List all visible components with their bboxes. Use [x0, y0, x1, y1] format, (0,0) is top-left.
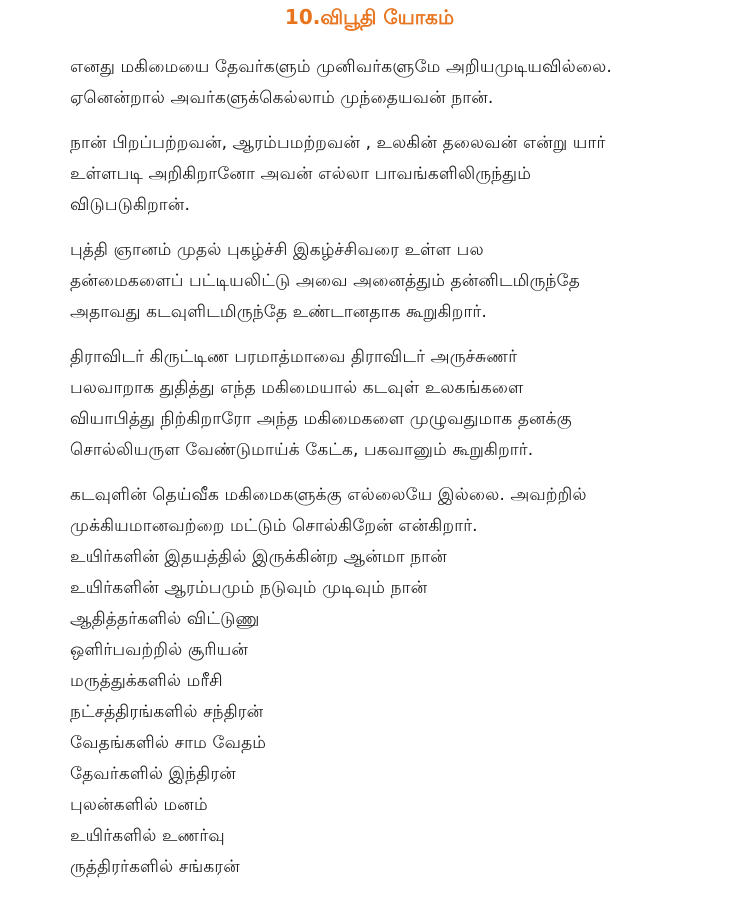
text-line: ஏனென்றால் அவர்களுக்கெல்லாம் முந்தையவன் நான். [70, 88, 494, 108]
text-line: உள்ளபடி அறிகிறானோ அவன் எல்லா பாவங்களிலிருந்தும் [70, 164, 532, 184]
page-title: 10.விபூதி யோகம் [284, 5, 455, 29]
text-line: தன்மைகளைப் பட்டியலிட்டு அவை அனைத்தும் தன்னிடமிருந்தே [70, 271, 580, 291]
text-line: கடவுளின் தெய்வீக மகிமைகளுக்கு எல்லையே இல்லை. அவற்றில் [70, 485, 587, 505]
paragraph-2 [70, 128, 700, 221]
text-line: புத்தி ஞானம் முதல் புகழ்ச்சி இகழ்ச்சிவரை உள்ள பல [70, 240, 484, 260]
paragraph-4 [70, 342, 700, 466]
list-item: உயிர்களில் உணர்வு [70, 826, 225, 846]
list-item: உயிர்களின் இதயத்தில் இருக்கின்ற ஆன்மா நான் [70, 547, 447, 567]
text-line: விடுபடுகிறான். [70, 195, 190, 215]
document-body [70, 52, 700, 897]
text-line: பலவாறாக துதித்து எந்த மகிமையால் கடவுள் உலகங்களை [70, 378, 524, 398]
list-item: உயிர்களின் ஆரம்பமும் நடுவும் முடிவும் நான் [70, 578, 428, 598]
text-line: சொல்லியருள வேண்டுமாய்க் கேட்க, பகவானும் கூறுகிறார். [70, 440, 534, 460]
list-item: நட்சத்திரங்களில் சந்திரன் [70, 702, 264, 722]
list-item: புலன்களில் மனம் [70, 795, 208, 815]
text-line: வியாபித்து நிற்கிறாரோ அந்த மகிமைகளை முழுவதுமாக தனக்கு [70, 409, 572, 429]
list-item: மருத்துக்களில் மரீசி [70, 671, 223, 691]
list-item: ஆதித்தர்களில் விட்டுணு [70, 609, 260, 629]
list-item: வேதங்களில் சாம வேதம் [70, 733, 267, 753]
paragraph-5 [70, 480, 700, 883]
list-item: தேவர்களில் இந்திரன் [70, 764, 236, 784]
text-line: எனது மகிமையை தேவர்களும் முனிவர்களுமே அறியமுடியவில்லை. [70, 57, 612, 77]
text-line: நான் பிறப்பற்றவன், ஆரம்பமற்றவன் , உலகின் தலைவன் என்று யார் [70, 133, 606, 153]
text-line: முக்கியமானவற்றை மட்டும் சொல்கிறேன் என்கிறார். [70, 516, 478, 536]
text-line: திராவிடர் கிருட்டிண பரமாத்மாவை திராவிடர் அருச்சுணர் [70, 347, 518, 367]
paragraph-1 [70, 52, 700, 114]
list-item: ருத்திரர்களில் சங்கரன் [70, 857, 240, 877]
paragraph-3 [70, 235, 700, 328]
list-item: ஒளிர்பவற்றில் சூரியன் [70, 640, 249, 660]
text-line: அதாவது கடவுளிடமிருந்தே உண்டானதாக கூறுகிறார். [70, 302, 487, 322]
